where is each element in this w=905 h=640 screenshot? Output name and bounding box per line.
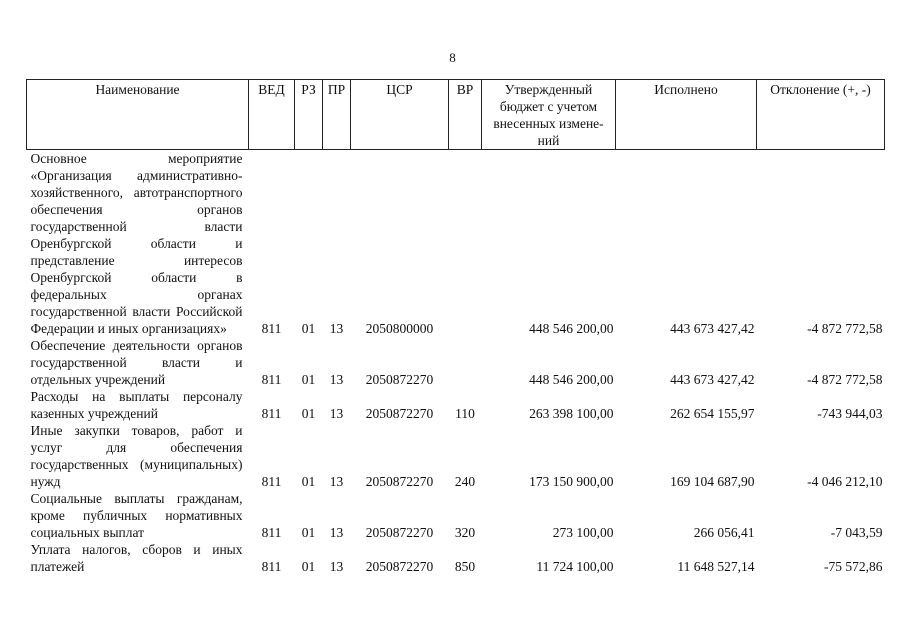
row-deviation: -743 944,03 <box>817 406 883 421</box>
row-ved: 811 <box>261 559 282 574</box>
table-row <box>27 388 885 422</box>
row-rz: 01 <box>301 406 316 421</box>
row-deviation: -75 572,86 <box>824 559 883 574</box>
page-number: 8 <box>449 50 456 65</box>
row-csr: 2050872270 <box>365 372 434 387</box>
table-row <box>27 337 885 388</box>
row-deviation: -4 872 772,58 <box>807 321 883 336</box>
header-deviation: Отклонение (+, -) <box>757 80 885 150</box>
row-approved: 448 546 200,00 <box>529 321 614 336</box>
row-csr: 2050872270 <box>365 525 434 540</box>
row-csr: 2050800000 <box>365 321 434 336</box>
row-csr: 2050872270 <box>365 406 434 421</box>
row-executed: 266 056,41 <box>693 525 755 540</box>
row-ved: 811 <box>261 525 282 540</box>
row-rz: 01 <box>301 474 316 489</box>
table-header-row <box>27 80 885 150</box>
row-vr: 110 <box>455 406 475 421</box>
table-row <box>27 490 885 541</box>
row-executed: 169 104 687,90 <box>670 474 755 489</box>
row-deviation: -4 046 212,10 <box>807 474 883 489</box>
row-executed: 11 648 527,14 <box>677 559 755 574</box>
header-csr: ЦСР <box>351 80 449 150</box>
row-rz: 01 <box>301 525 316 540</box>
row-name: Иные закупки товаров, работ и услуг для обеспечения государственных (муниципальных) нужд <box>30 423 243 489</box>
header-name: Наименование <box>27 80 249 150</box>
row-vr <box>449 337 482 388</box>
row-vr: 320 <box>454 525 476 540</box>
row-ved: 811 <box>261 321 282 336</box>
row-rz: 01 <box>301 559 316 574</box>
header-rz: РЗ <box>295 80 323 150</box>
row-pr: 13 <box>329 474 344 489</box>
header-executed: Исполнено <box>616 80 757 150</box>
row-pr: 13 <box>329 406 344 421</box>
row-executed: 443 673 427,42 <box>670 372 755 387</box>
row-name: Расходы на выплаты персоналу казенных учреждений <box>30 389 243 421</box>
row-rz: 01 <box>301 321 316 336</box>
row-approved: 11 724 100,00 <box>536 559 614 574</box>
table-row <box>27 150 885 338</box>
row-ved: 811 <box>261 474 282 489</box>
row-approved: 263 398 100,00 <box>529 406 614 421</box>
table-row <box>27 422 885 490</box>
row-approved: 448 546 200,00 <box>529 372 614 387</box>
row-executed: 443 673 427,42 <box>670 321 755 336</box>
row-pr: 13 <box>329 321 344 336</box>
row-deviation: -4 872 772,58 <box>807 372 883 387</box>
row-ved: 811 <box>261 372 282 387</box>
row-vr: 240 <box>454 474 476 489</box>
row-vr <box>449 150 482 338</box>
header-pr: ПР <box>323 80 351 150</box>
row-vr: 850 <box>454 559 476 574</box>
row-csr: 2050872270 <box>365 559 434 574</box>
row-csr: 2050872270 <box>365 474 434 489</box>
row-name: Социальные выплаты гражданам, кроме публичных нормативных социальных выплат <box>30 491 243 540</box>
row-approved: 173 150 900,00 <box>529 474 614 489</box>
row-ved: 811 <box>261 406 282 421</box>
row-rz: 01 <box>301 372 316 387</box>
budget-table <box>26 79 885 575</box>
row-approved: 273 100,00 <box>552 525 614 540</box>
row-pr: 13 <box>329 525 344 540</box>
row-pr: 13 <box>329 559 344 574</box>
header-approved: Утвержденный бюджет с учетом внесенных измене-ний <box>482 80 616 150</box>
header-ved: ВЕД <box>249 80 295 150</box>
row-name: Обеспечение деятельности органов государственной власти и отдельных учреждений <box>30 338 243 387</box>
row-name: Основное мероприятие «Организация административно-хозяйственного, автотранспортного обеспечения органов государственной власти Оренбургской области и представление интересов Оренбургской области в федеральных органах государственной власти Российской Федерации и иных организациях» <box>30 151 243 336</box>
row-pr: 13 <box>329 372 344 387</box>
row-name: Уплата налогов, сборов и иных платежей <box>30 542 243 574</box>
header-vr: ВР <box>449 80 482 150</box>
row-executed: 262 654 155,97 <box>670 406 755 421</box>
row-deviation: -7 043,59 <box>830 525 883 540</box>
table-row <box>27 541 885 575</box>
